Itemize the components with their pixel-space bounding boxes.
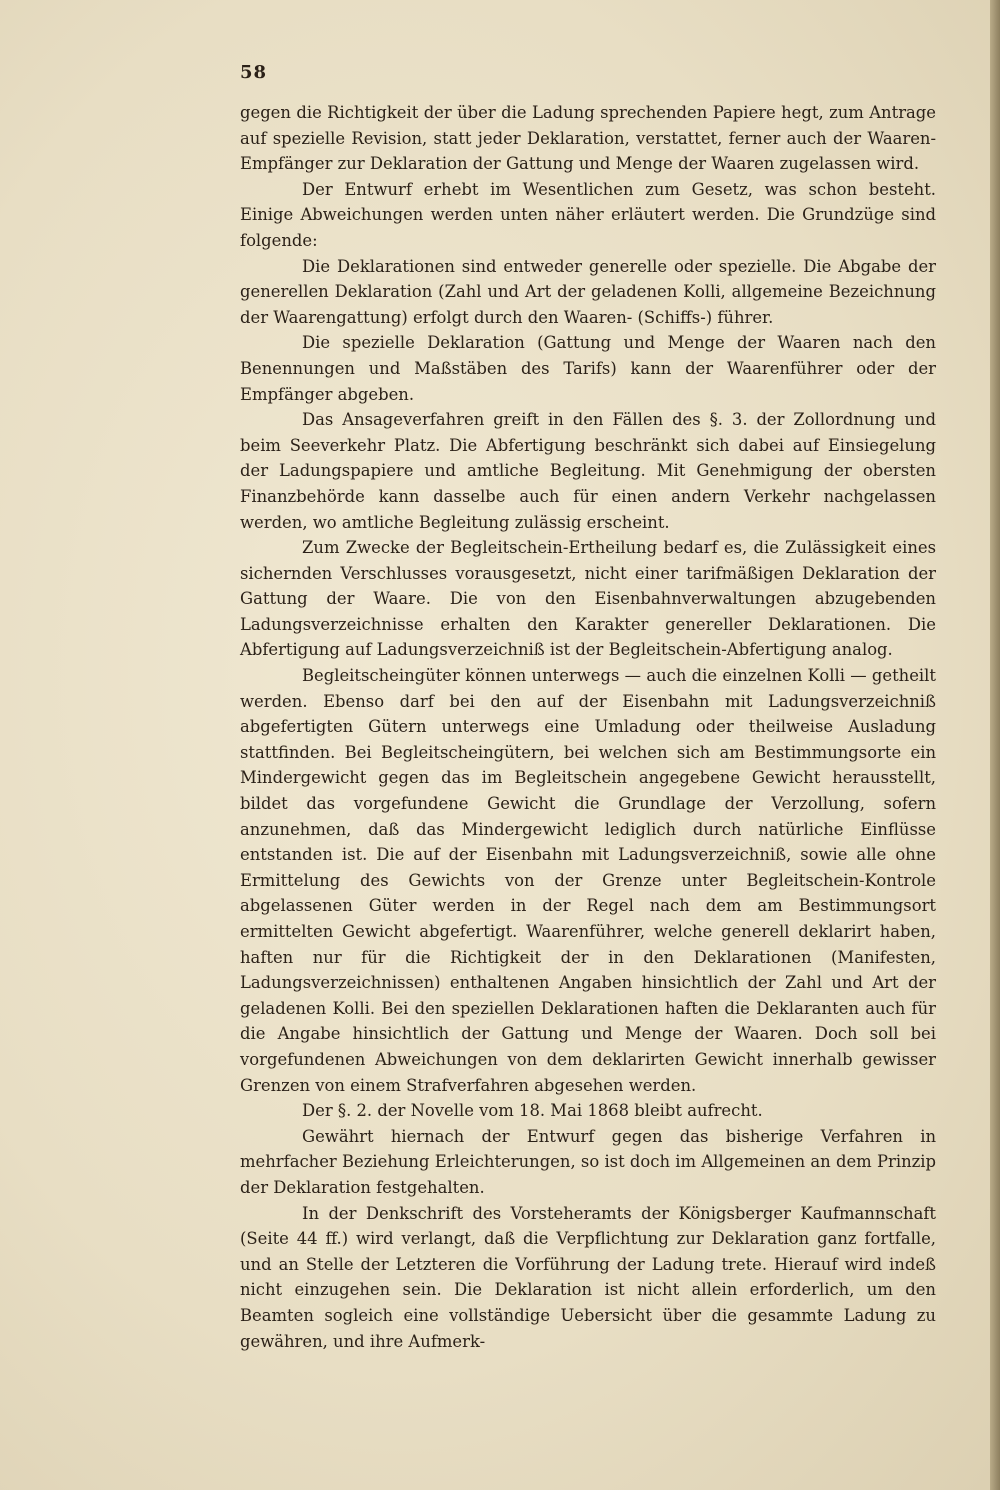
body-text (240, 100, 936, 1354)
paragraph: Das Ansageverfahren greift in den Fällen des §. 3. der Zollordnung und beim Seeverkehr Platz. Die Abfertigung beschränkt sich dabei auf Einsiegelung der Ladungspapiere und amtliche Begleitung. Mit Genehmigung der obersten Finanzbehörde kann dasselbe auch für einen andern Verkehr nachgelassen werden, wo amtliche Begleitung zulässig erscheint. (240, 410, 936, 532)
paragraph: Begleitscheingüter können unterwegs — auch die einzelnen Kolli — getheilt werden. Ebenso darf bei den auf der Eisenbahn mit Ladungsverzeichniß abgefertigten Gütern unterwegs eine Umladung oder theilweise Ausladung stattfinden. Bei Begleitscheingütern, bei welchen sich am Bestimmungsorte ein Mindergewicht gegen das im Begleitschein angegebene Gewicht herausstellt, bildet das vorgefundene Gewicht die Grundlage der Verzollung, sofern anzunehmen, daß das Mindergewicht lediglich durch natürliche Einflüsse entstanden ist. Die auf der Eisenbahn mit Ladungsverzeichniß, sowie alle ohne Ermittelung des Gewichts von der Grenze unter Begleitschein-Kontrole abgelassenen Güter werden in der Regel nach dem am Bestimmungsort ermittelten Gewicht abgefertigt. Waarenführer, welche generell deklarirt haben, haften nur für die Richtigkeit der in den Deklarationen (Manifesten, Ladungsverzeichnissen) enthaltenen Angaben hinsichtlich der Zahl und Art der geladenen Kolli. Bei den speziellen Deklarationen haften die Deklaranten auch für die Angabe hinsichtlich der Gattung und Menge der Waaren. Doch soll bei vorgefundenen Abweichungen von dem deklarirten Gewicht innerhalb gewisser Grenzen von einem Strafverfahren abgesehen werden. (240, 666, 936, 1095)
paragraph: gegen die Richtigkeit der über die Ladung sprechenden Papiere hegt, zum Antrage auf spezielle Revision, statt jeder Deklaration, verstattet, ferner auch der Waaren-Empfänger zur Deklaration der Gattung und Menge der Waaren zugelassen wird. (240, 103, 936, 174)
paragraph: Der §. 2. der Novelle vom 18. Mai 1868 bleibt aufrecht. (302, 1101, 763, 1121)
paragraph: Die spezielle Deklaration (Gattung und Menge der Waaren nach den Benennungen und Maßstäben des Tarifs) kann der Waarenführer oder der Empfänger abgeben. (240, 333, 936, 404)
paragraph: Zum Zwecke der Begleitschein-Ertheilung bedarf es, die Zulässigkeit eines sichernden Verschlusses vorausgesetzt, nicht einer tarifmäßigen Deklaration der Gattung der Waare. Die von den Eisenbahnverwaltungen abzugebenden Ladungsverzeichnisse erhalten den Karakter genereller Deklarationen. Die Abfertigung auf Ladungsverzeichniß ist der Begleitschein-Abfertigung analog. (240, 538, 936, 660)
paragraph: Gewährt hiernach der Entwurf gegen das bisherige Verfahren in mehrfacher Beziehung Erleichterungen, so ist doch im Allgemeinen an dem Prinzip der Deklaration festgehalten. (240, 1126, 936, 1197)
page-edge (990, 0, 1000, 1490)
paragraph: Die Deklarationen sind entweder generelle oder spezielle. Die Abgabe der generellen Deklaration (Zahl und Art der geladenen Kolli, allgemeine Bezeichnung der Waarengattung) erfolgt durch den Waaren- (Schiffs-) führer. (240, 256, 936, 327)
paragraph: Der Entwurf erhebt im Wesentlichen zum Gesetz, was schon besteht. Einige Abweichungen werden unten näher erläutert werden. Die Grundzüge sind folgende: (240, 179, 936, 250)
paragraph: In der Denkschrift des Vorsteheramts der Königsberger Kaufmannschaft (Seite 44 ff.) wird verlangt, daß die Verpflichtung zur Deklaration ganz fortfalle, und an Stelle der Letzteren die Vorführung der Ladung trete. Hierauf wird indeß nicht einzugehen sein. Die Deklaration ist nicht allein erforderlich, um den Beamten sogleich eine vollständige Uebersicht über die gesammte Ladung zu gewähren, und ihre Aufmerk- (240, 1203, 936, 1351)
page-number: 58 (240, 62, 268, 83)
